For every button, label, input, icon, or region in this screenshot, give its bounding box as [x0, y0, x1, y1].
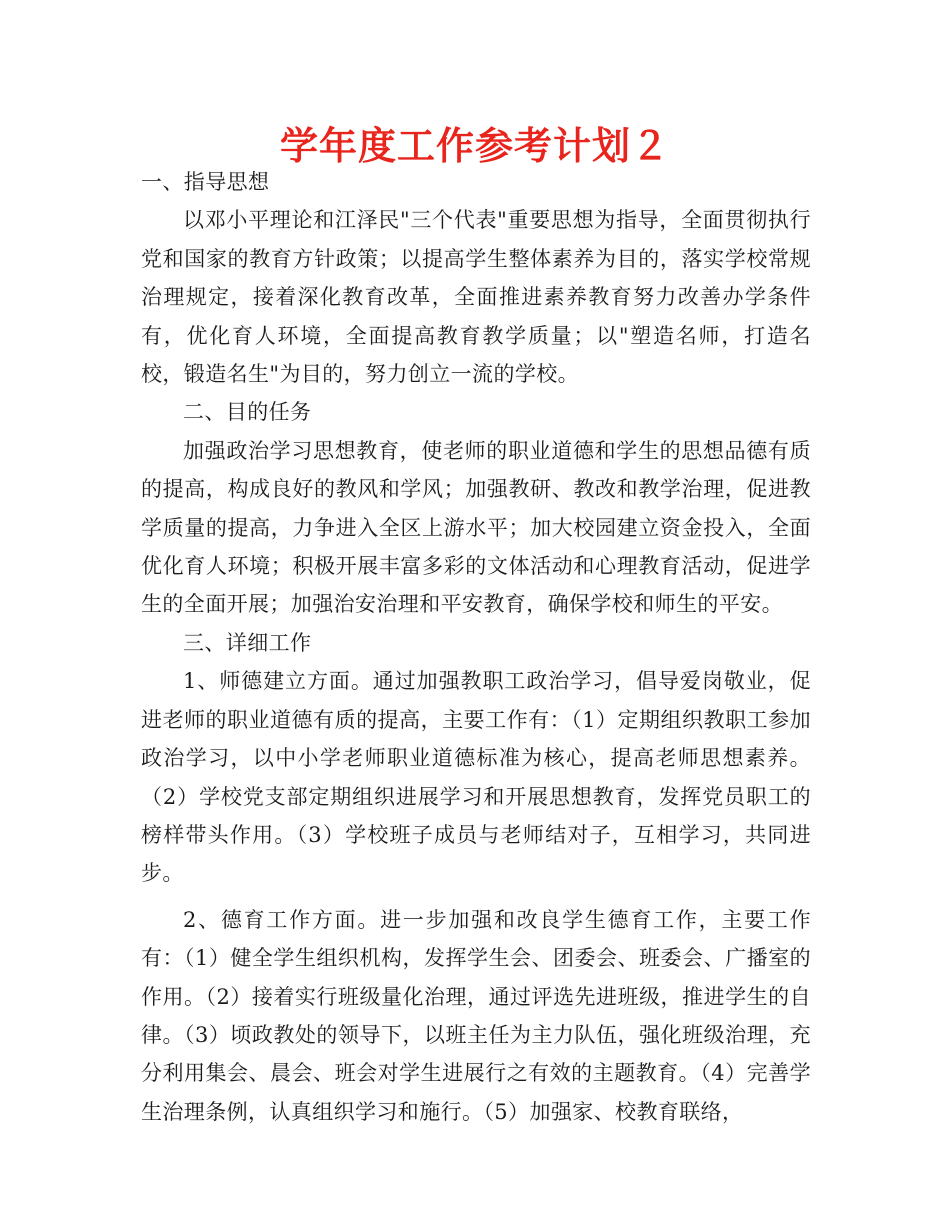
paragraph-goals-tasks: 加强政治学习思想教育，使老师的职业道德和学生的思想品德有质的提高，构成良好的教风和学风；加强教研、教改和教学治理，促进教学质量的提高，力争进入全区上游水平；加大校园建立资金投入，全面优化育人环境；积极开展丰富多彩的文体活动和心理教育活动，促进学生的全面开展；加强治安治理和平安教育，确保学校和师生的平安。 [141, 438, 811, 617]
paragraph-moral-education: 2、德育工作方面。进一步加强和改良学生德育工作，主要工作有：（1）健全学生组织机构，发挥学生会、团委会、班委会、广播室的作用。（2）接着实行班级量化治理，通过评选先进班级，推进学生的自律。（3）顷政教处的领导下，以班主任为主力队伍，强化班级治理，充分利用集会、晨会、班会对学生进展行之有效的主题教育。（4）完善学生治理条例，认真组织学习和施行。（5）加强家、校教育联络， [141, 907, 811, 1124]
document-title: 学年度工作参考计划２ [279, 124, 670, 168]
section-heading-detailed-work: 三、详细工作 [183, 630, 312, 655]
paragraph-guiding-thought: 以邓小平理论和江泽民"三个代表"重要思想为指导，全面贯彻执行党和国家的教育方针政策；以提高学生整体素养为目的，落实学校常规治理规定，接着深化教育改革，全面推进素养教育努力改善办学条件有，优化育人环境，全面提高教育教学质量；以"塑造名师，打造名校，锻造名生"为目的，努力创立一流的学校。 [141, 208, 811, 387]
paragraph-teacher-ethics: 1、师德建立方面。通过加强教职工政治学习，倡导爱岗敬业，促进老师的职业道德有质的提高，主要工作有：（1）定期组织教职工参加政治学习，以中小学老师职业道德标准为核心，提高老师思想素养。（2）学校党支部定期组织进展学习和开展思想教育，发挥党员职工的榜样带头作用。（3）学校班子成员与老师结对子，互相学习，共同进步。 [141, 669, 811, 886]
section-heading-guiding-thought: 一、指导思想 [141, 170, 270, 194]
section-heading-goals-tasks: 二、目的任务 [183, 400, 312, 425]
document-body [141, 163, 811, 1131]
